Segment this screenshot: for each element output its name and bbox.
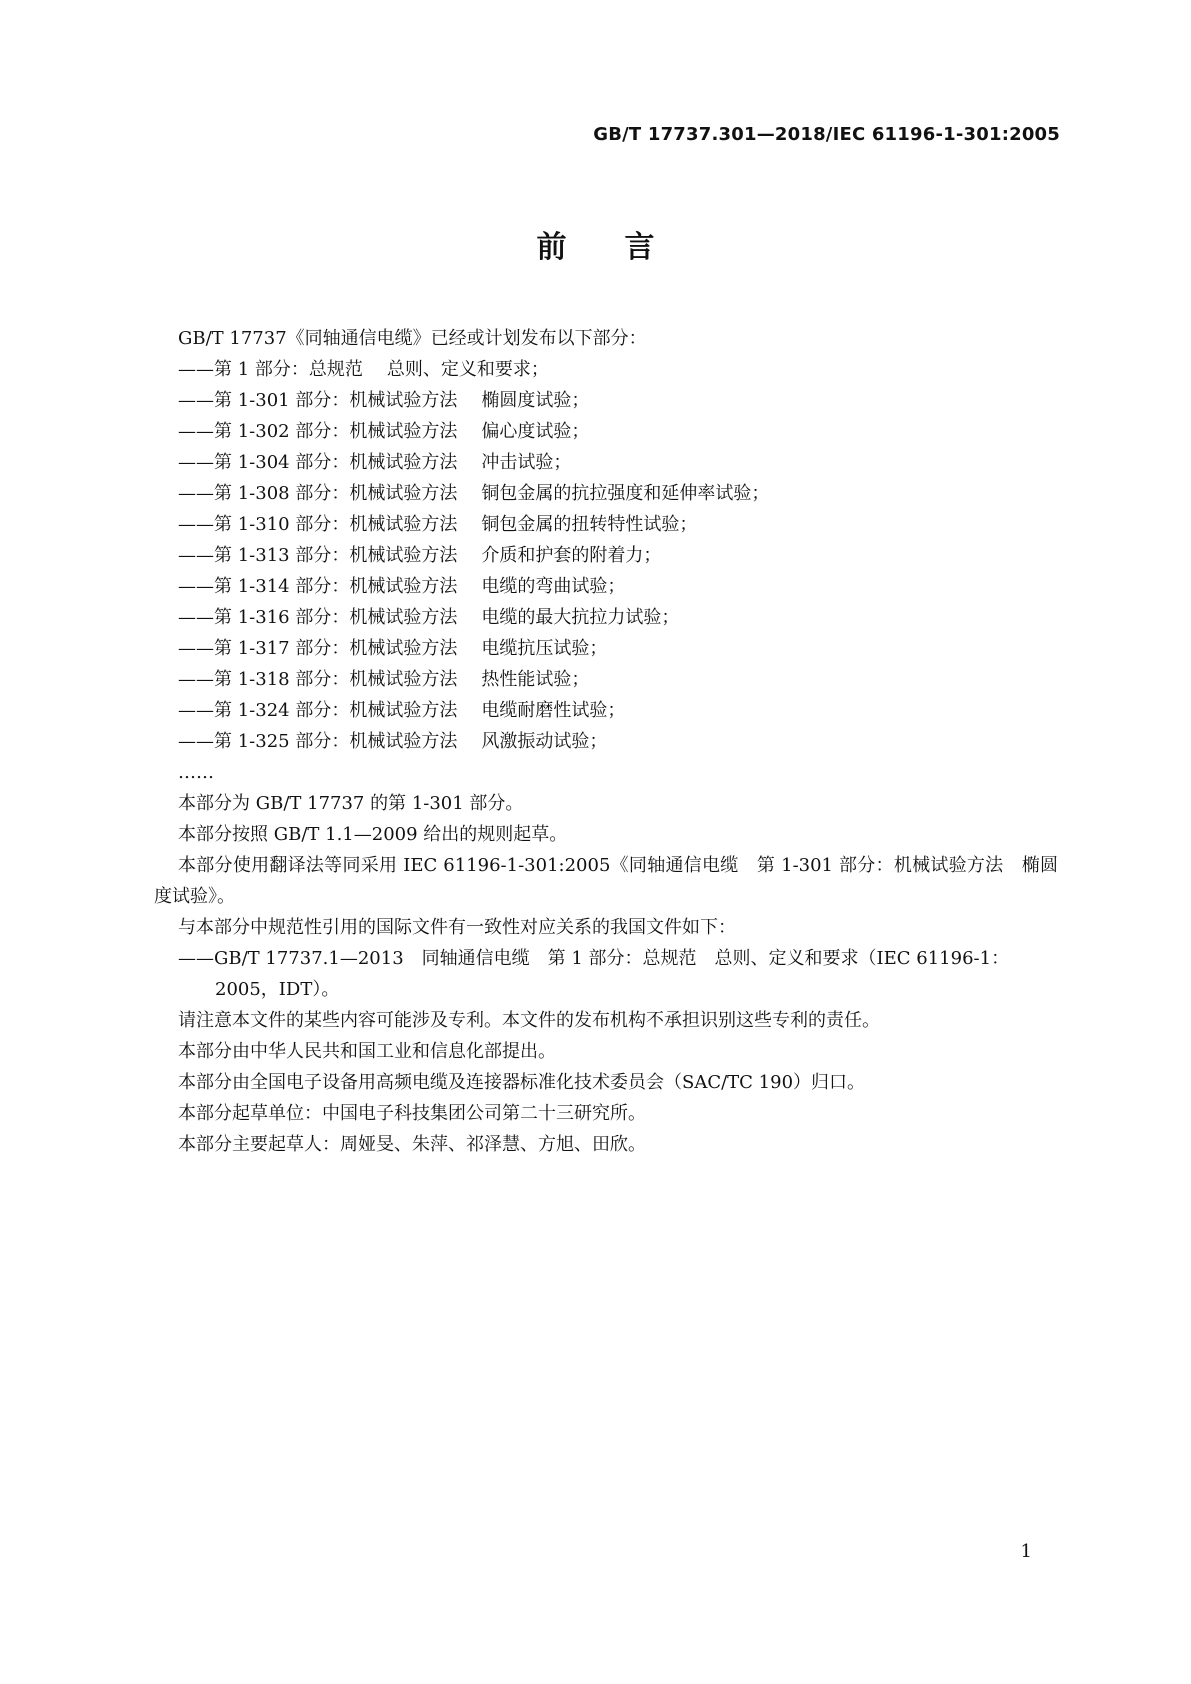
- list-item: [154, 385, 1058, 416]
- part-number: ——第 1-314 部分：机械试验方法: [178, 576, 458, 597]
- part-number: ——第 1-308 部分：机械试验方法: [178, 483, 458, 504]
- patent-notice-paragraph: 请注意本文件的某些内容可能涉及专利。本文件的发布机构不承担识别这些专利的责任。: [178, 1010, 880, 1031]
- part-number: ——第 1-324 部分：机械试验方法: [178, 700, 458, 721]
- list-item: [154, 695, 1058, 726]
- part-number: ——第 1-304 部分：机械试验方法: [178, 452, 458, 473]
- drafting-rules-paragraph: 本部分按照 GB/T 1.1—2009 给出的规则起草。: [178, 824, 568, 845]
- part-topic: 电缆的弯曲试验；: [481, 576, 626, 597]
- part-topic: 风激振动试验；: [481, 731, 608, 752]
- part-topic: 铜包金属的扭转特性试验；: [481, 514, 698, 535]
- part-number: ——第 1-310 部分：机械试验方法: [178, 514, 458, 535]
- part-topic: 电缆抗压试验；: [481, 638, 608, 659]
- list-item: [154, 664, 1058, 695]
- part-number: ——第 1-325 部分：机械试验方法: [178, 731, 458, 752]
- standard-code-header: GB/T 17737.301—2018/IEC 61196-1-301:2005: [593, 124, 1060, 145]
- drafting-unit-paragraph: 本部分起草单位：中国电子科技集团公司第二十三研究所。: [178, 1103, 646, 1124]
- list-item: [154, 478, 1058, 509]
- centralized-by-paragraph: 本部分由全国电子设备用高频电缆及连接器标准化技术委员会（SAC/TC 190）归口。: [178, 1072, 866, 1093]
- foreword-body: [154, 323, 1058, 1160]
- list-item: [154, 447, 1058, 478]
- page-title: 前言: [536, 230, 713, 265]
- part-number: ——第 1 部分：总规范: [178, 359, 363, 380]
- part-topic: 热性能试验；: [481, 669, 590, 690]
- part-topic: 电缆的最大抗拉力试验；: [481, 607, 680, 628]
- part-number: ——第 1-318 部分：机械试验方法: [178, 669, 458, 690]
- page-number: 1: [1020, 1541, 1032, 1562]
- proposed-by-paragraph: 本部分由中华人民共和国工业和信息化部提出。: [178, 1041, 556, 1062]
- part-topic: 铜包金属的抗拉强度和延伸率试验；: [481, 483, 770, 504]
- intro-paragraph: GB/T 17737《同轴通信电缆》已经或计划发布以下部分：: [178, 328, 647, 349]
- list-item: [154, 633, 1058, 664]
- part-topic: 椭圆度试验；: [481, 390, 590, 411]
- drafters-paragraph: 本部分主要起草人：周娅旻、朱萍、祁泽慧、方旭、田欣。: [178, 1134, 646, 1155]
- reference-item-continuation: 2005，IDT）。: [215, 979, 340, 1000]
- parts-list: [154, 354, 1058, 757]
- references-intro-paragraph: 与本部分中规范性引用的国际文件有一致性对应关系的我国文件如下：: [178, 917, 736, 938]
- part-number: ——第 1-301 部分：机械试验方法: [178, 390, 458, 411]
- list-ellipsis: ……: [178, 762, 214, 783]
- part-number: ——第 1-316 部分：机械试验方法: [178, 607, 458, 628]
- list-item: [154, 602, 1058, 633]
- part-topic: 冲击试验；: [481, 452, 572, 473]
- part-of-paragraph: 本部分为 GB/T 17737 的第 1-301 部分。: [178, 793, 524, 814]
- part-topic: 偏心度试验；: [481, 421, 590, 442]
- translation-paragraph: 本部分使用翻译法等同采用 IEC 61196-1-301:2005《同轴通信电缆 第 1-301 部分：机械试验方法 椭圆度试验》。: [154, 855, 1058, 907]
- list-item: [154, 540, 1058, 571]
- reference-item: ——GB/T 17737.1—2013 同轴通信电缆 第 1 部分：总规范 总则、定义和要求（IEC 61196-1：: [178, 948, 1010, 969]
- list-item: [154, 354, 1058, 385]
- part-topic: 介质和护套的附着力；: [481, 545, 662, 566]
- part-number: ——第 1-313 部分：机械试验方法: [178, 545, 458, 566]
- part-number: ——第 1-302 部分：机械试验方法: [178, 421, 458, 442]
- list-item: [154, 416, 1058, 447]
- list-item: [154, 726, 1058, 757]
- list-item: [154, 571, 1058, 602]
- part-topic: 电缆耐磨性试验；: [481, 700, 626, 721]
- part-number: ——第 1-317 部分：机械试验方法: [178, 638, 458, 659]
- part-topic: 总则、定义和要求；: [386, 359, 549, 380]
- list-item: [154, 509, 1058, 540]
